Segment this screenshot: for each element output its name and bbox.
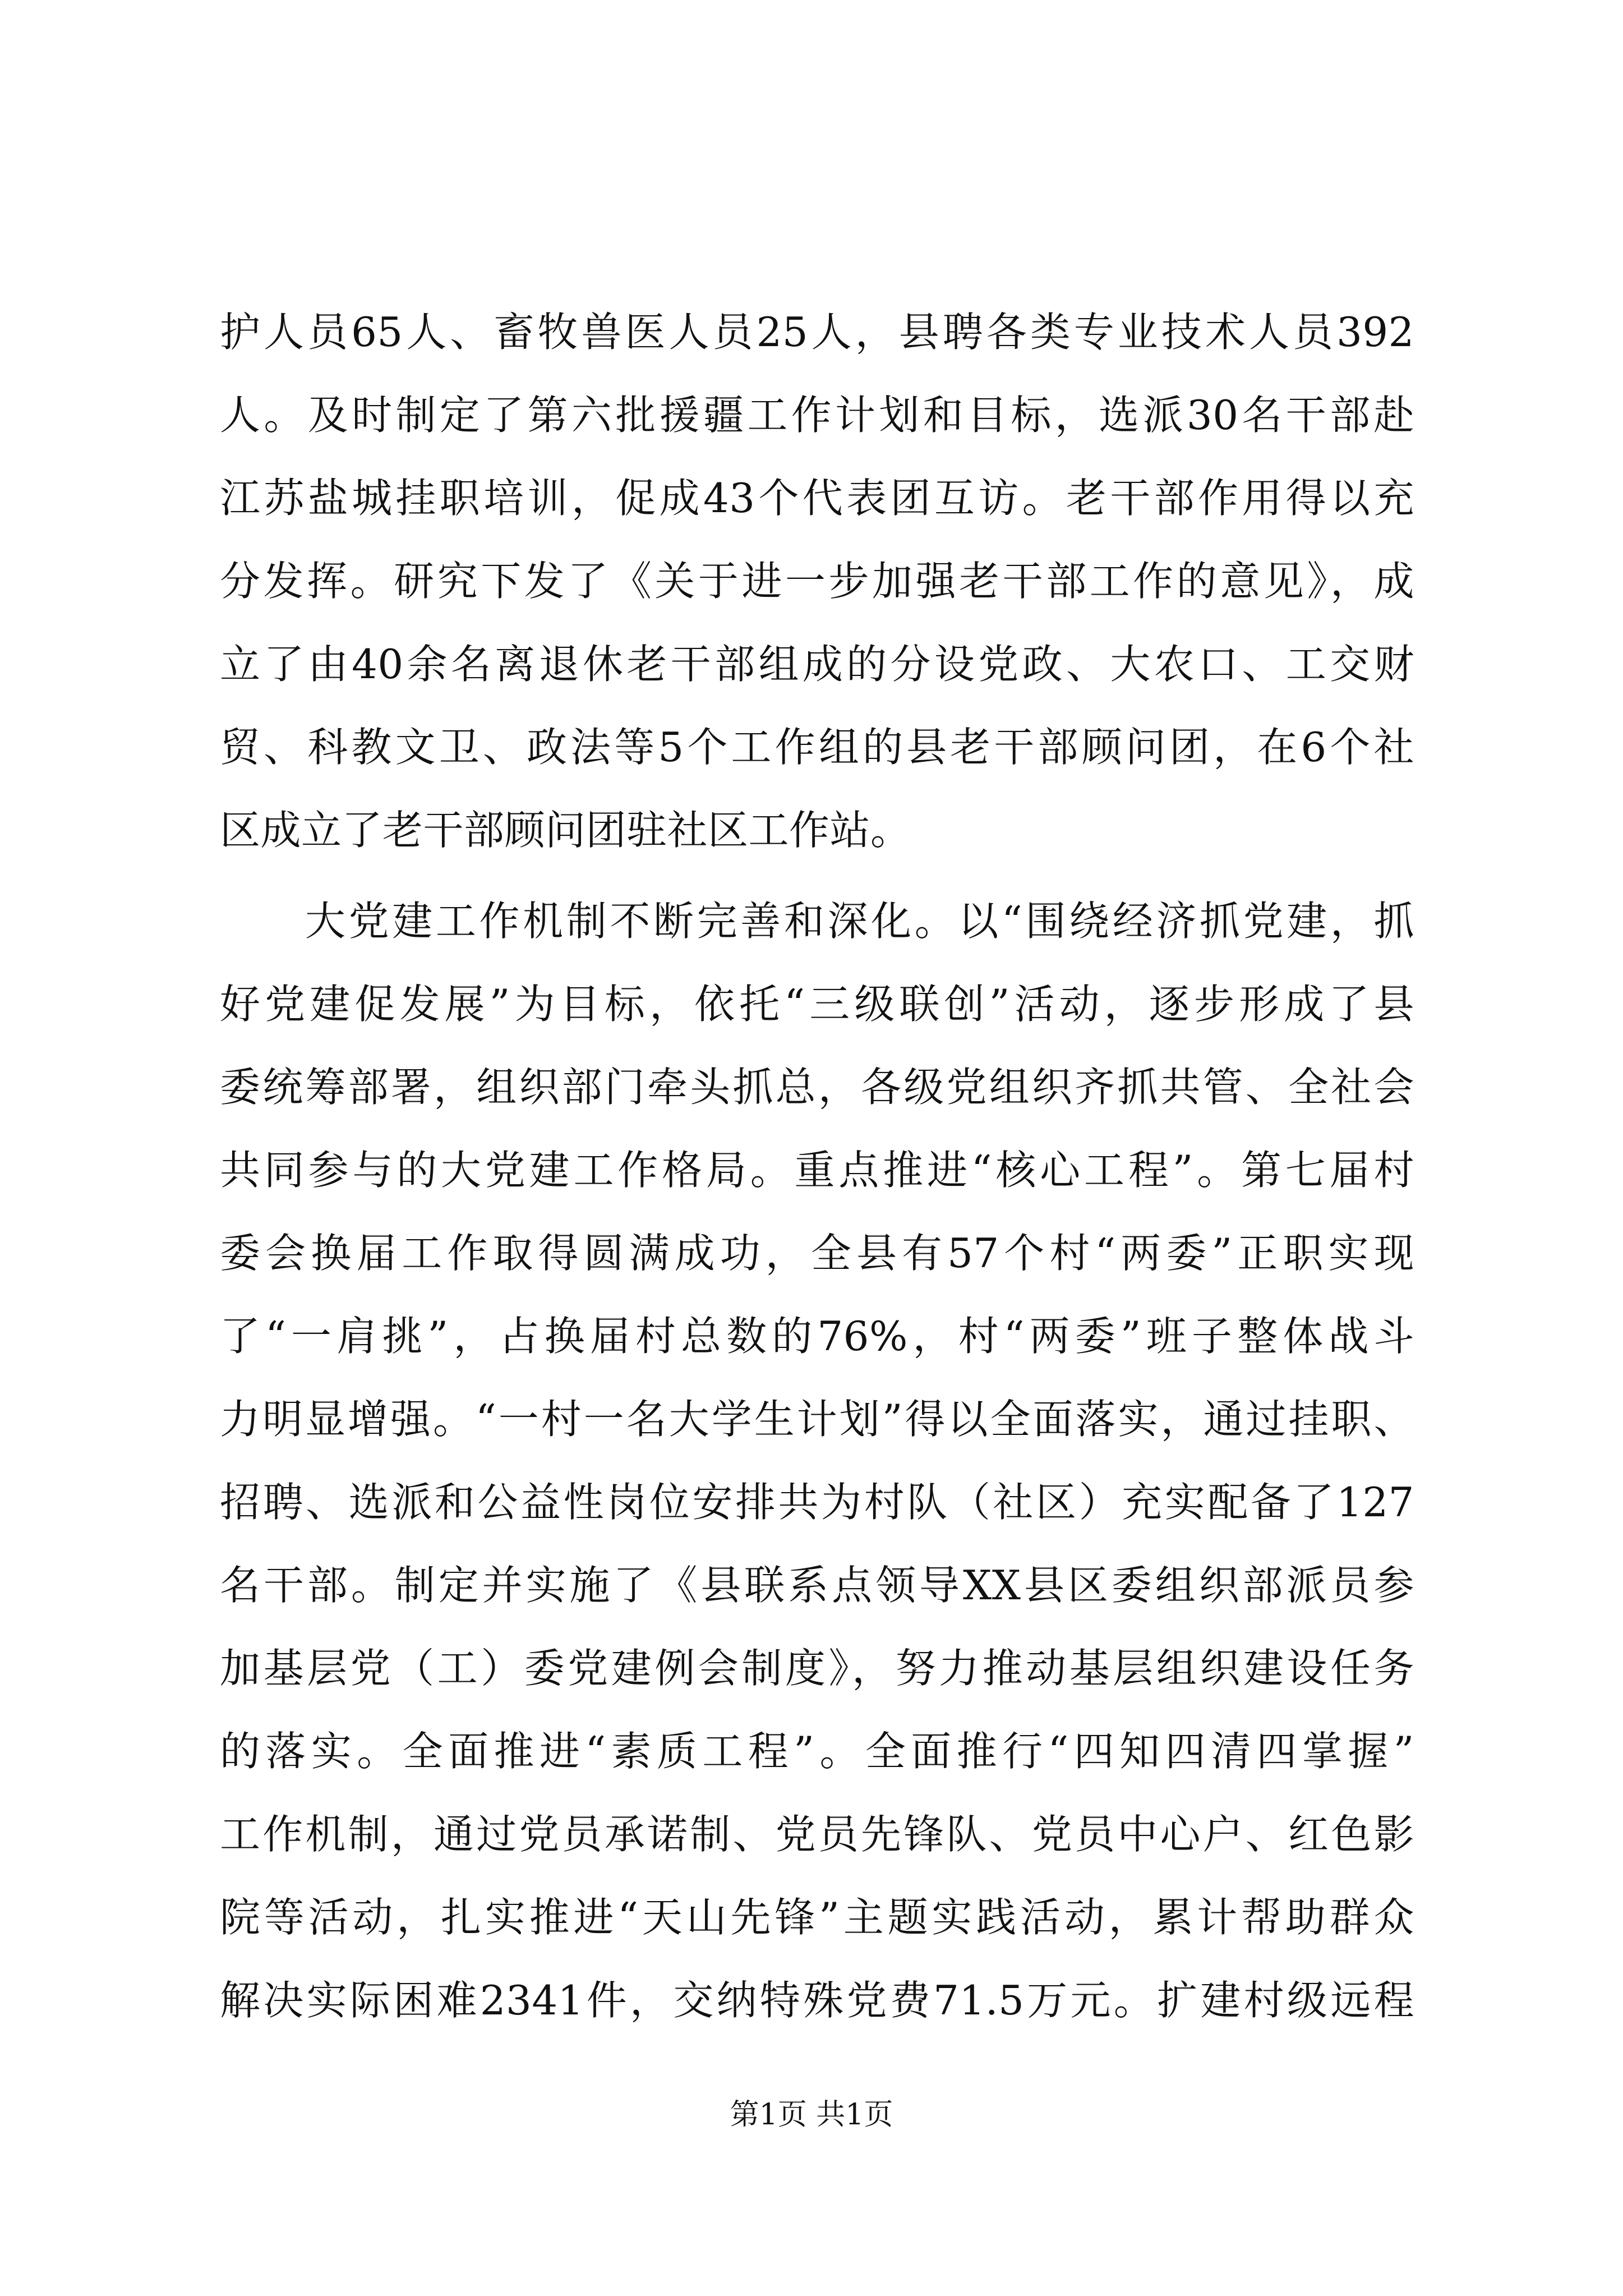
paragraph-1: [220, 291, 1414, 872]
text-line: 护人员65人、畜牧兽医人员25人，县聘各类专业技术人员392: [220, 309, 1414, 356]
paragraph-2: [220, 880, 1414, 2042]
text-line: 江苏盐城挂职培训，促成43个代表团互访。老干部作用得以充: [220, 475, 1414, 522]
text-line: 加基层党（工）委党建例会制度》，努力推动基层组织建设任务: [220, 1645, 1414, 1692]
text-line: 立了由40余名离退休老干部组成的分设党政、大农口、工交财: [220, 641, 1414, 688]
text-line: 的落实。全面推进“素质工程”。全面推行“四知四清四掌握”: [220, 1728, 1414, 1775]
paragraph-gap: [220, 872, 1414, 880]
page-footer: [0, 2098, 1623, 2132]
document-body: [220, 291, 1414, 2042]
text-line: 了“一肩挑”，占换届村总数的76%，村“两委”班子整体战斗: [220, 1313, 1414, 1360]
page-number-label: 第1页 共1页: [730, 2098, 893, 2132]
text-line: 大党建工作机制不断完善和深化。以“围绕经济抓党建，抓: [305, 898, 1414, 945]
text-line: 力明显增强。“一村一名大学生计划”得以全面落实，通过挂职、: [220, 1396, 1414, 1443]
text-line: 解决实际困难2341件，交纳特殊党费71.5万元。扩建村级远程: [220, 1977, 1414, 2024]
text-line: 区成立了老干部顾问团驻社区工作站。: [220, 807, 911, 854]
text-line: 委会换届工作取得圆满成功，全县有57个村“两委”正职实现: [220, 1230, 1414, 1277]
text-line: 人。及时制定了第六批援疆工作计划和目标，选派30名干部赴: [220, 392, 1414, 439]
text-line: 好党建促发展”为目标，依托“三级联创”活动，逐步形成了县: [220, 981, 1414, 1028]
text-line: 院等活动，扎实推进“天山先锋”主题实践活动，累计帮助群众: [220, 1894, 1414, 1941]
text-line: 分发挥。研究下发了《关于进一步加强老干部工作的意见》，成: [220, 558, 1414, 605]
text-line: 招聘、选派和公益性岗位安排共为村队（社区）充实配备了127: [220, 1479, 1414, 1526]
text-line: 工作机制，通过党员承诺制、党员先锋队、党员中心户、红色影: [220, 1811, 1414, 1858]
text-line: 贸、科教文卫、政法等5个工作组的县老干部顾问团，在6个社: [220, 724, 1414, 771]
text-line: 共同参与的大党建工作格局。重点推进“核心工程”。第七届村: [220, 1147, 1414, 1194]
text-line: 名干部。制定并实施了《县联系点领导XX县区委组织部派员参: [220, 1562, 1414, 1609]
text-line: 委统筹部署，组织部门牵头抓总，各级党组织齐抓共管、全社会: [220, 1064, 1414, 1111]
